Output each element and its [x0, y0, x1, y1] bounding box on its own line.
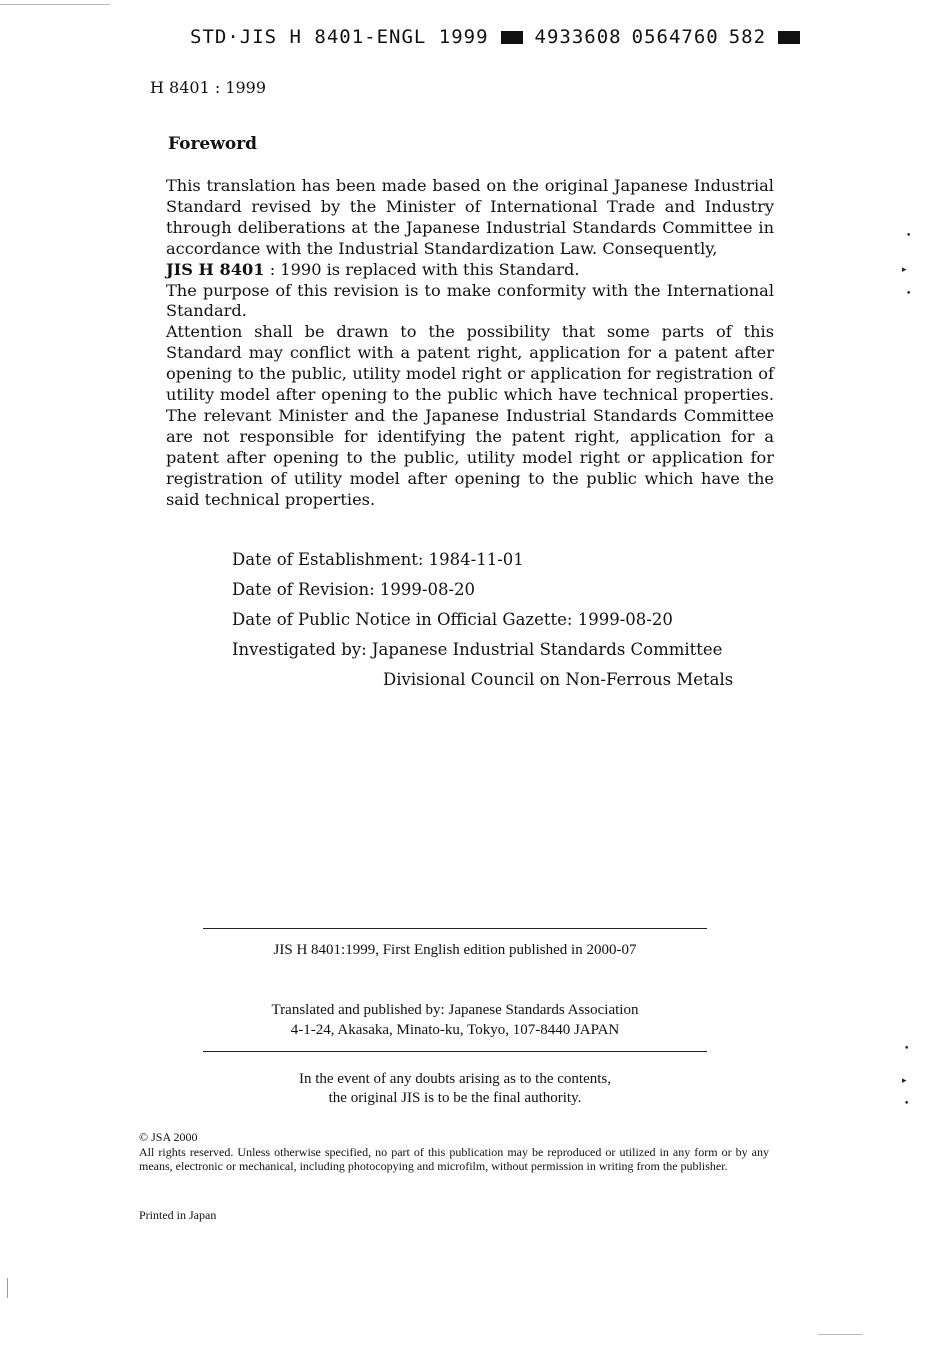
publisher-address: 4-1-24, Akasaka, Minato-ku, Tokyo, 107-8440 JAPAN — [290, 1022, 620, 1038]
edition-note: JIS H 8401:1999, First English edition published in 2000-07 — [273, 942, 637, 958]
date-of-revision: Date of Revision: 1999-08-20 — [232, 580, 476, 599]
foreword-body — [166, 176, 774, 511]
authority-line: In the event of any doubts arising as to the contents, — [298, 1071, 611, 1087]
scan-artifact-dot: • — [904, 1099, 910, 1109]
header-stamp-number: 4933608 — [534, 26, 622, 48]
standard-number: H 8401 : 1999 — [150, 78, 267, 97]
publisher-block — [203, 1000, 707, 1040]
publisher-line: Translated and published by: Japanese Standards Association — [271, 1002, 639, 1018]
scan-artifact-line — [7, 1278, 8, 1298]
header-stamp-block — [501, 31, 523, 44]
foreword-paragraph-tail: : 1990 is replaced with this Standard. — [264, 259, 580, 279]
dates-block — [232, 550, 733, 700]
header-stamp — [190, 26, 812, 48]
divider — [203, 928, 707, 929]
authority-line: the original JIS is to be the final authority. — [328, 1090, 582, 1106]
scan-artifact-dot: ▸ — [902, 265, 907, 275]
copyright-notice: All rights reserved. Unless otherwise specified, no part of this publication may be reproduced or utilized in any form or by any means, electronic or mechanical, including photocopying and microfilm, without permission in writing from the publisher. — [139, 1144, 769, 1174]
foreword-paragraph-text: This translation has been made based on the original Japanese Industrial Standard revised by the Minister of International Trade and Industry through deliberations at the Japanese Industrial Standards Committee in accordance with the Industrial Standardization Law. Consequently, — [166, 176, 774, 258]
header-stamp-number: 0564760 — [631, 26, 719, 48]
scan-artifact-dot: ▸ — [902, 1076, 907, 1086]
foreword-standard-reference: JIS H 8401 — [166, 259, 265, 279]
scan-artifact-line — [818, 1334, 863, 1335]
scan-artifact-line — [0, 4, 110, 5]
copyright-block — [139, 1130, 769, 1174]
header-stamp-block — [778, 31, 800, 44]
header-stamp-number: 582 — [728, 26, 767, 48]
foreword-paragraph: The purpose of this revision is to make conformity with the International Standard. — [166, 280, 774, 321]
header-stamp-code: STD·JIS H 8401-ENGL 1999 — [190, 26, 489, 48]
foreword-title: Foreword — [168, 134, 258, 154]
date-of-public-notice: Date of Public Notice in Official Gazette: 1999-08-20 — [232, 610, 673, 629]
scan-artifact-dot: • — [906, 289, 912, 299]
divider — [203, 1051, 707, 1052]
authority-note — [203, 1070, 707, 1108]
scan-artifact-dot: • — [904, 1044, 910, 1054]
foreword-paragraph: Attention shall be drawn to the possibility that some parts of this Standard may conflict with a patent right, application for a patent after opening to the public, utility model right or application for registration of utility model after opening to the public which have technical properties. The relevant Minister and the Japanese Industrial Standards Committee are not responsible for identifying the patent right, application for a patent after opening to the public, utility model right or application for registration of utility model after opening to the public which have the said technical properties. — [166, 322, 774, 509]
investigated-by: Investigated by: Japanese Industrial Standards Committee — [232, 640, 723, 659]
scan-artifact-dot: • — [906, 231, 912, 241]
foreword-paragraph — [166, 176, 774, 281]
investigated-by-council: Divisional Council on Non-Ferrous Metals — [383, 670, 734, 689]
copyright-mark: © JSA 2000 — [139, 1130, 198, 1144]
printed-in: Printed in Japan — [139, 1208, 217, 1222]
date-of-establishment: Date of Establishment: 1984-11-01 — [232, 550, 524, 569]
